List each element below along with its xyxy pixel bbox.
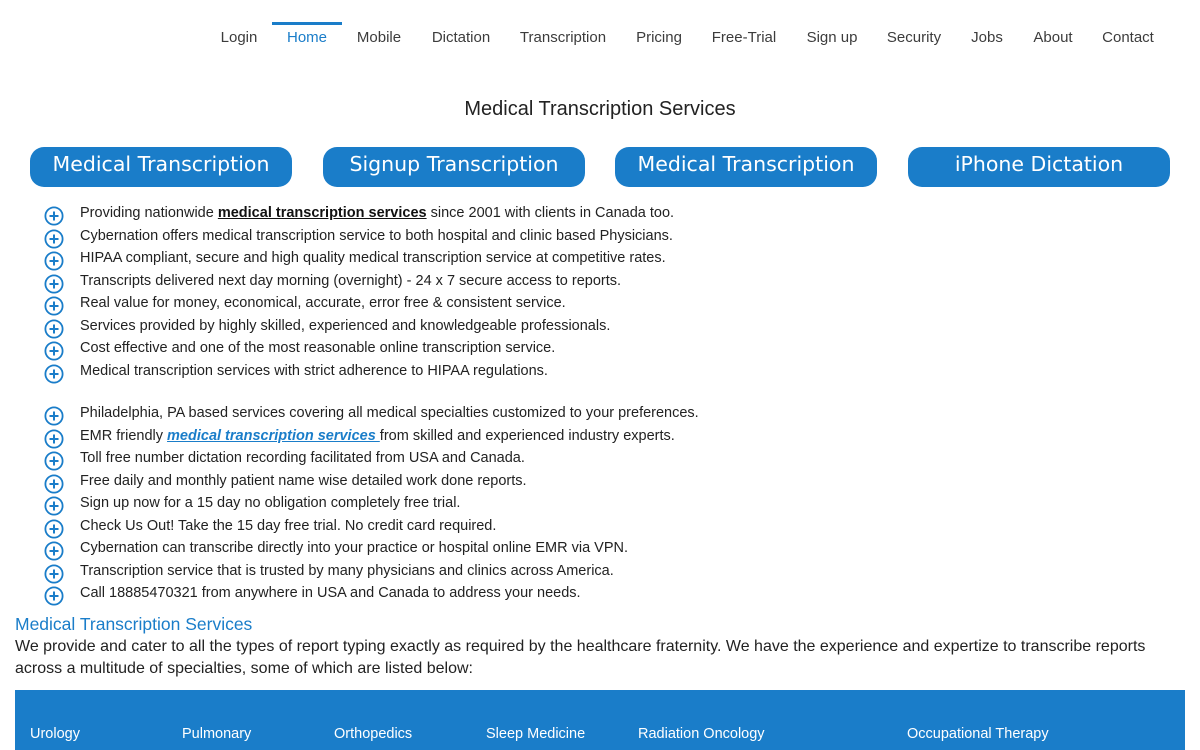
list-item bbox=[44, 292, 674, 315]
list-item-text: Cost effective and one of the most reasonable online transcription service. bbox=[80, 340, 556, 356]
nav-link-contact[interactable]: Contact bbox=[1102, 29, 1154, 46]
plus-circle-icon bbox=[44, 364, 64, 384]
plus-circle-icon bbox=[44, 296, 64, 316]
list-item bbox=[44, 515, 699, 538]
nav-link-login[interactable]: Login bbox=[220, 29, 258, 46]
specialties-band bbox=[15, 690, 1185, 750]
list-item-text: Medical transcription services with strict adherence to HIPAA regulations. bbox=[80, 362, 548, 379]
list-item-text: Cybernation offers medical transcription service to both hospital and clinic based Physicians. bbox=[80, 227, 673, 244]
list-item-text: Real value for money, economical, accurate, error free & consistent service. bbox=[80, 295, 566, 311]
specialty-pulmonary[interactable]: Pulmonary bbox=[182, 726, 252, 742]
inline-link-medical-transcription-services[interactable]: medical transcription services bbox=[217, 205, 427, 221]
specialty-occupational-therapy[interactable]: Occupational Therapy bbox=[907, 726, 1049, 742]
plus-circle-icon bbox=[44, 519, 64, 539]
plus-circle-icon bbox=[44, 206, 64, 226]
active-tab-indicator bbox=[272, 22, 342, 25]
plus-circle-icon bbox=[44, 251, 64, 271]
plus-circle-icon bbox=[44, 451, 64, 471]
specialty-radiation-oncology[interactable]: Radiation Oncology bbox=[638, 726, 765, 742]
list-item bbox=[44, 402, 699, 425]
list-item bbox=[44, 492, 699, 515]
nav-link-security[interactable]: Security bbox=[886, 29, 942, 46]
specialty-sleep-medicine[interactable]: Sleep Medicine bbox=[486, 726, 586, 742]
list-item bbox=[44, 202, 674, 225]
nav-link-pricing[interactable]: Pricing bbox=[636, 29, 682, 46]
nav-link-transcription[interactable]: Transcription bbox=[519, 29, 607, 46]
pill-button-iphone-dictation[interactable]: iPhone Dictation Service bbox=[908, 147, 1170, 187]
list-item-text: Transcription service that is trusted by many physicians and clinics across America. bbox=[80, 562, 614, 579]
list-item bbox=[44, 560, 699, 583]
pill-button-rates[interactable]: Medical Transcription Rates bbox=[30, 147, 292, 187]
plus-circle-icon bbox=[44, 274, 64, 294]
list-item bbox=[44, 225, 674, 248]
page-title: Medical Transcription Services bbox=[464, 98, 736, 120]
list-item-text: Free daily and monthly patient name wise detailed work done reports. bbox=[80, 472, 527, 489]
plus-circle-icon bbox=[44, 341, 64, 361]
plus-circle-icon bbox=[44, 429, 64, 449]
list-item-text: from skilled and experienced industry experts. bbox=[379, 427, 675, 444]
features-list-secondary bbox=[44, 402, 699, 605]
nav-link-dictation[interactable]: Dictation bbox=[431, 29, 491, 46]
section-intro: We provide and cater to all the types of report typing exactly as required by the healthcare fraternity. We have the experience and expertize to transcribe reports across a multitude of specialties, some of which are listed below: bbox=[15, 638, 1146, 677]
list-item-text: HIPAA compliant, secure and high quality medical transcription service at competitive rates. bbox=[80, 250, 666, 266]
list-item-text: Toll free number dictation recording facilitated from USA and Canada. bbox=[80, 450, 525, 466]
list-item-text: Call 18885470321 from anywhere in USA and Canada to address your needs. bbox=[80, 585, 581, 601]
plus-circle-icon bbox=[44, 586, 64, 606]
list-item bbox=[44, 537, 699, 560]
features-list-primary bbox=[44, 202, 674, 382]
plus-circle-icon bbox=[44, 406, 64, 426]
list-item bbox=[44, 247, 674, 270]
list-item-text: Cybernation can transcribe directly into your practice or hospital online EMR via VPN. bbox=[80, 540, 629, 556]
list-item-text: since 2001 with clients in Canada too. bbox=[426, 205, 675, 221]
pill-button-services[interactable]: Medical Transcription Services bbox=[615, 147, 877, 187]
inline-link-medical-transcription-services[interactable]: medical transcription services bbox=[167, 427, 380, 444]
plus-circle-icon bbox=[44, 319, 64, 339]
nav-link-sign-up[interactable]: Sign up bbox=[806, 29, 858, 46]
list-item bbox=[44, 337, 674, 360]
list-item-text: Transcripts delivered next day morning (overnight) - 24 x 7 secure access to reports. bbox=[80, 272, 622, 289]
nav-link-mobile[interactable]: Mobile bbox=[356, 29, 402, 46]
list-item-text: Check Us Out! Take the 15 day free trial. No credit card required. bbox=[80, 517, 497, 534]
list-item bbox=[44, 315, 674, 338]
list-item-text: Philadelphia, PA based services covering all medical specialties customized to your preferences. bbox=[80, 405, 699, 421]
list-item-text: Providing nationwide bbox=[80, 205, 218, 221]
section-heading: Medical Transcription Services bbox=[15, 614, 253, 634]
list-item bbox=[44, 470, 699, 493]
list-item-text: Sign up now for a 15 day no obligation completely free trial. bbox=[80, 495, 461, 511]
nav-link-about[interactable]: About bbox=[1033, 29, 1073, 46]
list-item bbox=[44, 447, 699, 470]
list-item-text: EMR friendly bbox=[80, 427, 168, 444]
list-item bbox=[44, 425, 699, 448]
nav-link-jobs[interactable]: Jobs bbox=[971, 29, 1003, 46]
pill-button-signup-trial[interactable]: Signup Transcription Trial bbox=[323, 147, 585, 187]
plus-circle-icon bbox=[44, 541, 64, 561]
plus-circle-icon bbox=[44, 564, 64, 584]
nav-link-free-trial[interactable]: Free-Trial bbox=[711, 29, 777, 46]
list-item-text: Services provided by highly skilled, experienced and knowledgeable professionals. bbox=[80, 317, 611, 334]
list-item bbox=[44, 582, 699, 605]
top-navigation bbox=[0, 0, 1200, 60]
plus-circle-icon bbox=[44, 474, 64, 494]
specialty-urology[interactable]: Urology bbox=[30, 726, 80, 742]
list-item bbox=[44, 360, 674, 383]
nav-link-home[interactable]: Home bbox=[286, 29, 327, 46]
plus-circle-icon bbox=[44, 229, 64, 249]
plus-circle-icon bbox=[44, 496, 64, 516]
specialty-orthopedics[interactable]: Orthopedics bbox=[334, 726, 413, 742]
list-item bbox=[44, 270, 674, 293]
